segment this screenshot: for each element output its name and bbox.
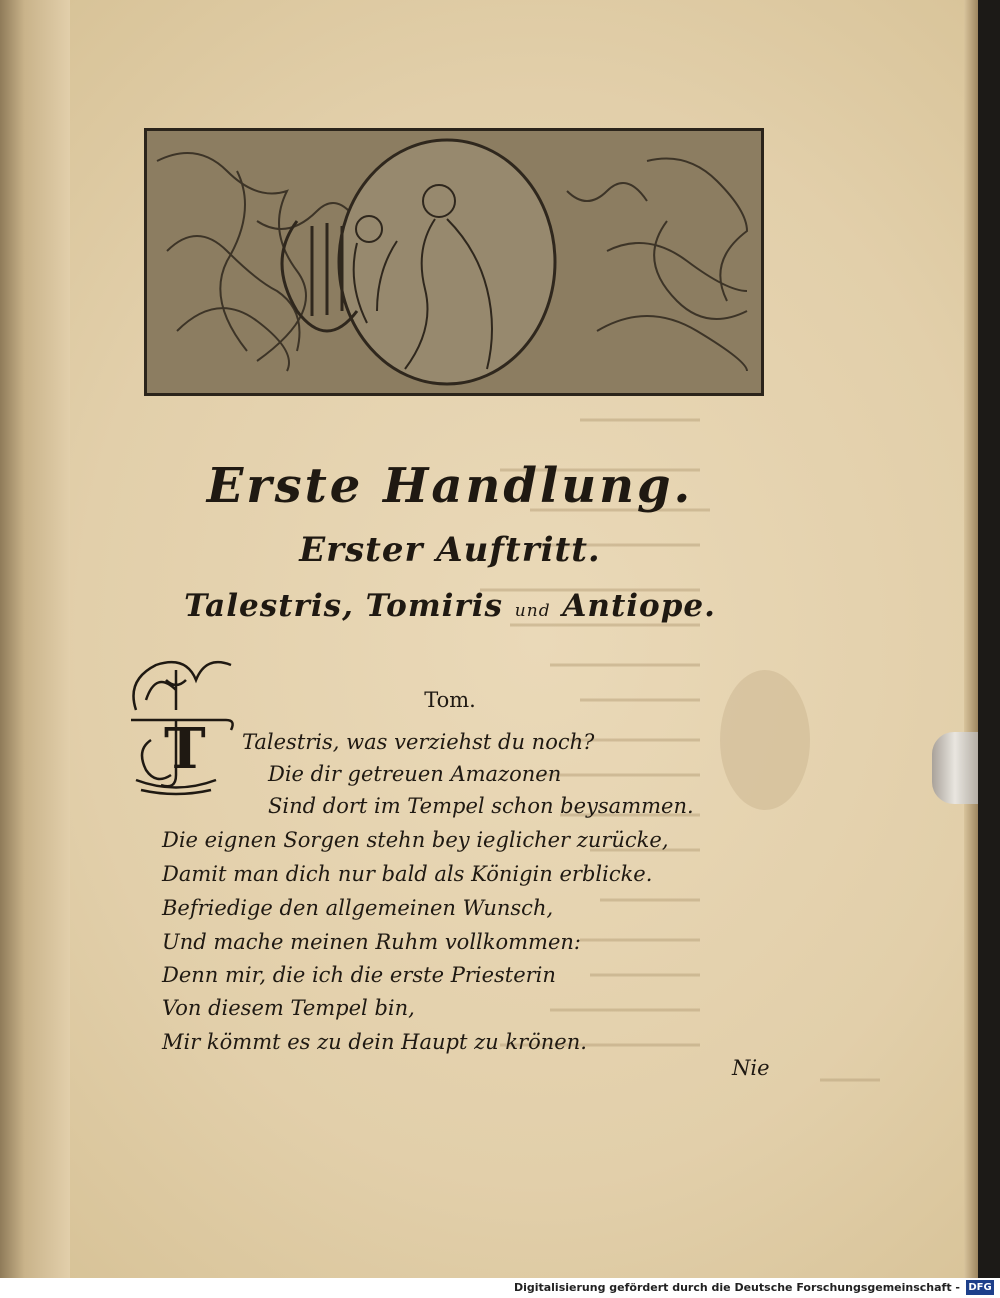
- verse-line: Denn mir, die ich die erste Priesterin: [162, 963, 556, 987]
- character-conjunction: und: [514, 601, 551, 621]
- verse-line: Talestris, was verziehst du noch?: [242, 730, 595, 754]
- verse-line: Befriedige den allgemeinen Wunsch,: [162, 896, 554, 920]
- verse-line: Von diesem Tempel bin,: [162, 996, 415, 1020]
- act-heading: Erste Handlung.: [206, 458, 694, 514]
- catchword: Nie: [732, 1056, 770, 1080]
- page-edge: [964, 0, 978, 1278]
- dfg-logo-icon: DFG: [966, 1280, 994, 1295]
- verse-line: Mir kömmt es zu dein Haupt zu krönen.: [162, 1030, 587, 1054]
- binding-gutter: [0, 0, 70, 1278]
- svg-text:T: T: [164, 716, 206, 782]
- scene-heading: Erster Auftritt.: [299, 530, 601, 570]
- character-names-a: Talestris, Tomiris: [184, 588, 503, 624]
- verse-line: Und mache meinen Ruhm vollkommen:: [162, 930, 581, 954]
- woodcut-engraving: [147, 131, 761, 393]
- verse-line: Die dir getreuen Amazonen: [268, 762, 562, 786]
- scanner-thumb-clip: [932, 732, 978, 804]
- verse-line: Die eignen Sorgen stehn bey ieglicher zurücke,: [162, 828, 669, 852]
- digitization-footer: [0, 1278, 1000, 1298]
- footer-credit: Digitalisierung gefördert durch die Deutsche Forschungsgemeinschaft -: [513, 1281, 960, 1294]
- decorated-initial-t-icon: [116, 650, 240, 798]
- verse-line: Sind dort im Tempel schon beysammen.: [268, 794, 694, 818]
- character-list: [0, 588, 900, 624]
- verse-line: Damit man dich nur bald als Königin erblicke.: [162, 862, 653, 886]
- speaker-label: Tom.: [424, 688, 476, 712]
- woodcut-vignette-icon: [144, 128, 764, 396]
- character-names-b: Antiope.: [562, 588, 716, 624]
